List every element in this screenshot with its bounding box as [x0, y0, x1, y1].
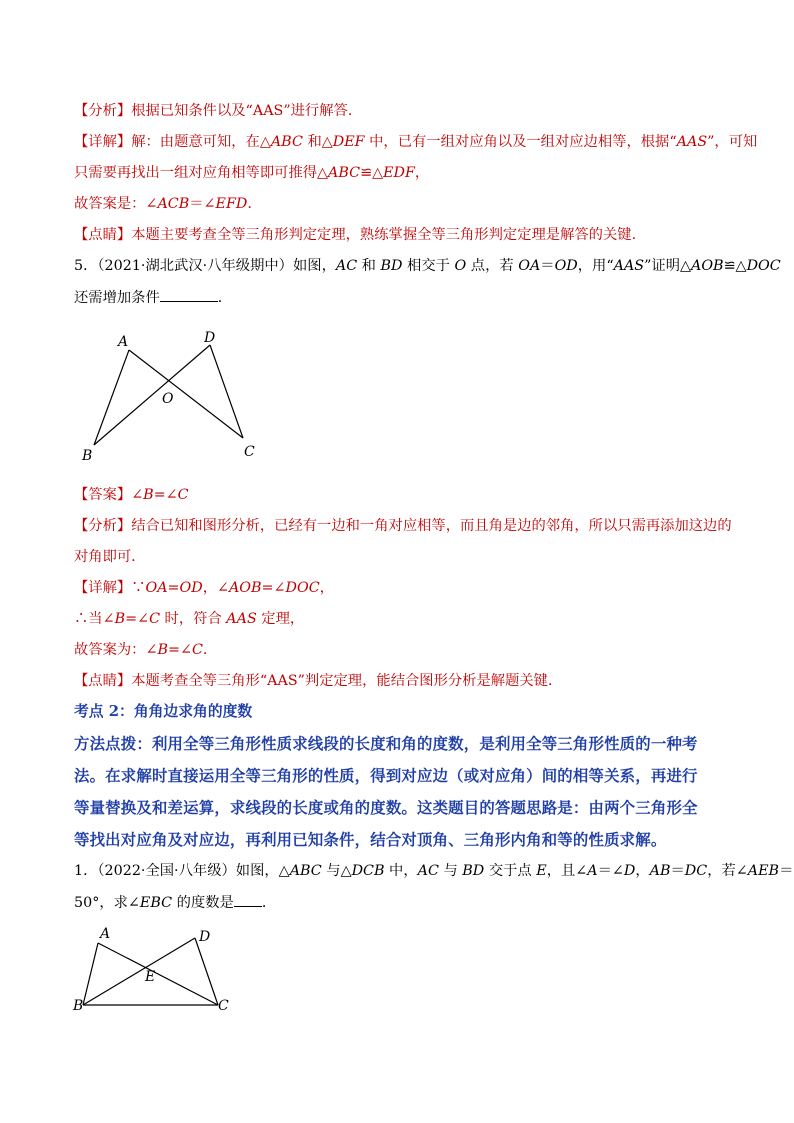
detail-text: ，∠ [202, 580, 229, 596]
math-aas: AAS [613, 258, 645, 274]
answer-tag: 【答案】 [74, 487, 132, 503]
detail-text: 故答案为：∠ [74, 642, 158, 658]
math-c: C [191, 642, 203, 658]
math-dc: DC [684, 863, 708, 879]
answer-text: . [247, 196, 252, 212]
math-aas: AAS [226, 611, 257, 627]
segment-db [94, 345, 210, 445]
math-ac: AC [335, 258, 358, 274]
q1-text: 1．（2022·全国·八年级）如图，△ [74, 863, 290, 879]
point-b-label: B [73, 998, 84, 1014]
comment-text: 本题考查全等三角形“AAS”判定定理，能结合图形分析是解题关键． [131, 673, 563, 689]
q1-text: 50°，求∠ [74, 895, 140, 911]
math-aas: AAS [676, 134, 708, 150]
q5-text: ＝ [540, 258, 555, 274]
detail-text: =∠ [167, 642, 192, 658]
q1-text: 交于点 [484, 863, 537, 879]
q5-text: 点，若 [466, 258, 519, 274]
comment-tag: 【点睛】 [74, 227, 132, 243]
q1-stem-line-2 [74, 892, 276, 913]
comment-text: 本题主要考查全等三角形判定定理，熟练掌握全等三角形判定定理是解答的关键. [131, 227, 637, 243]
q1-text: ＝∠ [597, 863, 624, 879]
q5-answer-line [74, 485, 189, 505]
method-line-4: 等找出对应角及对应边，再利用已知条件，结合对顶角、三角形内角和等的性质求解。 [74, 831, 667, 849]
detail-text: = [167, 580, 180, 596]
math-c: C [149, 611, 161, 627]
math-edf: EDF [383, 165, 415, 181]
detail-tag: 【详解】 [74, 134, 132, 150]
analysis-tag: 【分析】 [74, 518, 132, 534]
q1-text: ＝ [670, 863, 685, 879]
method-line-3: 等量替换及和差运算，求线段的长度或角的度数。这类题目的答题思路是：由两个三角形全 [74, 799, 698, 817]
q5-text: 还需增加条件 [74, 290, 160, 306]
detail-text: ”，可知 [707, 134, 758, 150]
q1-text: 中， [384, 863, 418, 879]
method-line-1: 方法点拨：利用全等三角形性质求线段的长度和角的度数，是利用全等三角形性质的一种考 [74, 735, 698, 753]
math-oa: OA [518, 258, 541, 274]
analysis-text: 对角即可． [74, 549, 146, 565]
q5-text: 5．（2021·湖北武汉·八年级期中）如图， [74, 258, 336, 274]
detail-text: 中，已有一组对应角以及一组对应边相等，根据“ [364, 134, 677, 150]
answer-text: =∠ [153, 487, 178, 503]
q5-detail-line-2 [74, 609, 304, 629]
q5-text: ”证明△ [644, 258, 692, 274]
segment-ab [94, 350, 129, 445]
segment-bd [83, 938, 195, 1005]
math-a: A [587, 863, 598, 879]
math-b: B [157, 642, 168, 658]
q5-text: ≌△ [723, 258, 747, 274]
q1-text: 的度数是 [172, 895, 234, 911]
point-b-label: B [82, 448, 93, 464]
q5-detail-line-3 [74, 640, 207, 660]
point-c-label: C [218, 998, 229, 1014]
math-d: D [623, 863, 636, 879]
analysis-text: 结合已知和图形分析，已经有一边和一角对应相等，而且角是边的邻角，所以只需再添加这边的 [131, 518, 732, 534]
math-abc: ABC [328, 165, 361, 181]
detail-text: =∠ [125, 611, 150, 627]
math-e: E [536, 863, 547, 879]
point-c-label: C [244, 444, 255, 460]
answer-text: 故答案是：∠ [74, 196, 158, 212]
detail-text: 只需要再找出一组对应角相等即可推得△ [74, 165, 329, 181]
section-heading: 考点 2：角角边求角的度数 [74, 703, 253, 720]
math-bd: BD [462, 863, 485, 879]
math-dcb: DCB [351, 863, 385, 879]
math-b: B [143, 487, 154, 503]
q5-analysis-line-1 [74, 516, 732, 536]
point-a-label: A [100, 926, 111, 942]
math-b: B [114, 611, 126, 627]
detail-text: =∠ [261, 580, 286, 596]
answer-text: ∠ [131, 487, 144, 503]
detail-text: ∵ [131, 580, 146, 596]
q1-stem-line-1 [74, 861, 793, 881]
q5-text: 和 [357, 258, 381, 274]
math-od: OD [554, 258, 578, 274]
math-ebc: EBC [139, 895, 173, 911]
answer-blank[interactable] [234, 892, 262, 907]
segment-dc [210, 345, 243, 438]
math-acb: ACB [157, 196, 190, 212]
detail-text: 时，符合 [160, 611, 227, 627]
q1-text: ，且∠ [546, 863, 588, 879]
q1-text: 与 [438, 863, 463, 879]
point-a-label: A [118, 334, 129, 350]
point-d-label: D [204, 330, 216, 346]
math-abc: ABC [270, 134, 303, 150]
math-aob: AOB [691, 258, 724, 274]
detail-text: ≌△ [360, 165, 384, 181]
detail-text: 解：由题意可知，在△ [131, 134, 271, 150]
q5-text: ． [217, 290, 233, 306]
q1-text: ． [261, 895, 277, 911]
math-o: O [454, 258, 467, 274]
segment-ab [83, 943, 98, 1005]
point-o-label: O [162, 391, 174, 407]
math-ab: AB [649, 863, 671, 879]
math-aeb: AEB [747, 863, 780, 879]
detail-text: ∴当∠ [74, 611, 115, 627]
q1-text: ， [635, 863, 650, 879]
detail-tag: 【详解】 [74, 580, 132, 596]
q1-text: 与△ [321, 863, 352, 879]
analysis-text: 根据已知条件以及“AAS”进行解答. [131, 103, 353, 119]
math-def: DEF [332, 134, 365, 150]
analysis-tag: 【分析】 [74, 103, 132, 119]
segment-ac [129, 350, 243, 438]
detail-text: 定理， [256, 611, 305, 627]
math-od: OD [179, 580, 203, 596]
math-efd: EFD [215, 196, 248, 212]
math-aob: AOB [228, 580, 262, 596]
q1-text: ，若∠ [707, 863, 748, 879]
math-ac: AC [417, 863, 439, 879]
point-e-label: E [145, 969, 156, 985]
point-d-label: D [199, 929, 211, 945]
detail-text: . [202, 642, 208, 658]
method-line-2: 法。在求解时直接运用全等三角形的性质，得到对应边（或对应角）间的相等关系，再进行 [74, 767, 698, 785]
math-doc: DOC [285, 580, 320, 596]
math-c: C [177, 487, 189, 503]
q5-text: 相交于 [402, 258, 455, 274]
math-doc: DOC [746, 258, 781, 274]
q5-text: ，用“ [577, 258, 614, 274]
math-bd: BD [380, 258, 403, 274]
q5-analysis-line-2 [74, 547, 145, 567]
q1-text: ＝ [779, 863, 794, 879]
math-oa: OA [145, 580, 168, 596]
q5-comment-line [74, 671, 562, 691]
comment-tag: 【点睛】 [74, 673, 132, 689]
detail-text: ， [319, 580, 334, 596]
detail-text: ， [414, 165, 430, 181]
answer-text: ＝∠ [189, 196, 216, 212]
math-abc: ABC [289, 863, 322, 879]
q5-detail-line-1 [74, 578, 334, 598]
detail-text: 和△ [302, 134, 333, 150]
